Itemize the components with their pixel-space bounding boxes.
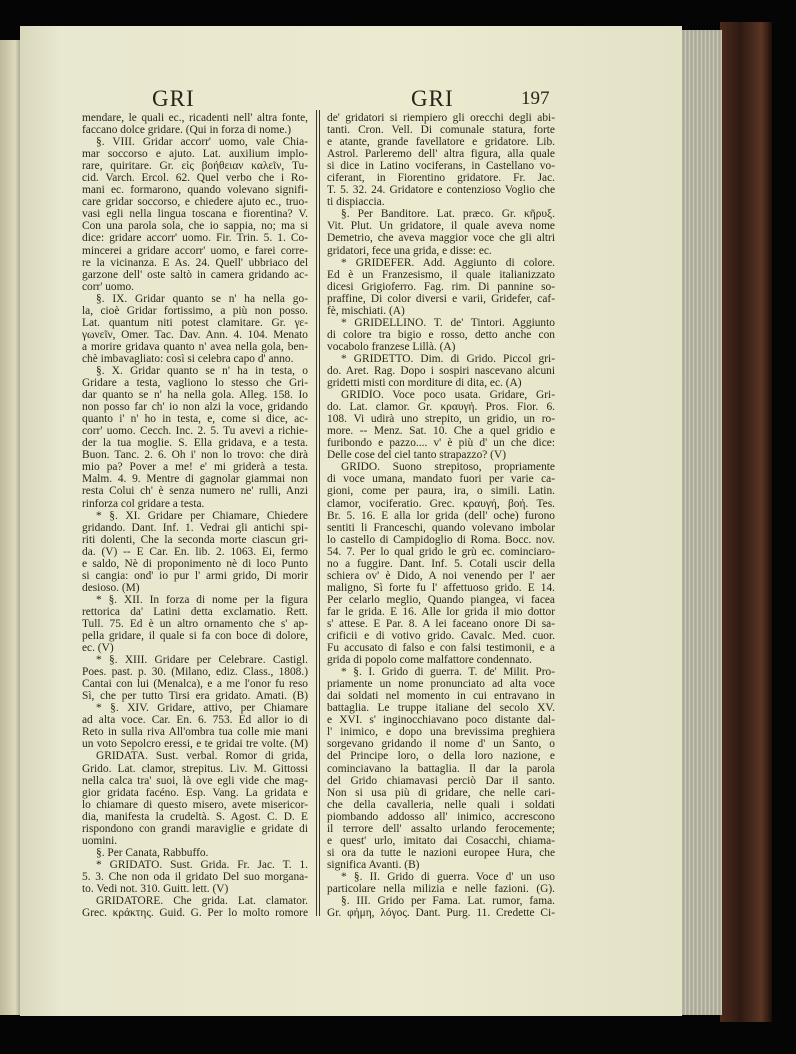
text-line: dia, manifesta la crudeltà. S. Agost. C. D. E <box>82 810 308 823</box>
text-line: §. Per Banditore. Lat. præco. Gr. κῆρυξ. <box>341 208 555 221</box>
text-line: * §. II. Grido di guerra. Voce d' un uso <box>341 870 555 883</box>
text-line: non posso far ch' io non alzi la voce, gridando <box>82 401 308 414</box>
text-line: do. Lat. clamor. Gr. κραυγή. Pros. Fior. 6. <box>327 401 555 414</box>
text-line: 54. 7. Per lo qual grido le grù ec. cominciaro- <box>327 545 555 558</box>
text-line: GRIDATA. Sust. verbal. Romor di grida, <box>96 750 308 763</box>
text-line: * GRIDELLINO. T. de' Tintori. Aggiunto <box>341 316 555 329</box>
text-line: Demetrio, che aveva maggior voce che gli altri <box>327 232 555 245</box>
text-line: more. -- Menz. Sat. 10. Che a quel gridio e <box>327 425 555 438</box>
text-line: clamor, vociferatio. Grec. κραυγή, βοή. Tes. <box>327 497 555 510</box>
page-edges-stack <box>680 30 722 1015</box>
text-line: corr' uomo. Cecch. Inc. 2. 5. Tu avevi a richie- <box>82 425 308 438</box>
text-line: * §. XIII. Gridare per Celebrare. Castigl. <box>96 654 308 667</box>
text-line: §. III. Grido per Fama. Lat. rumor, fama. <box>341 895 555 908</box>
text-line: gridando. Dant. Inf. 1. Vedrai gli antichi spi- <box>82 521 308 534</box>
text-line: * §. XII. In forza di nome per la figura <box>96 593 308 606</box>
text-line: ad alta voce. Car. En. 6. 753. Ed allor io di <box>82 714 308 727</box>
text-line: e quest' urlo, imitato dai Cosacchi, chiama- <box>327 834 555 847</box>
text-line: priamente un nome pronunciato ad alta voce <box>327 678 555 691</box>
text-line: schiera ov' è Dido, A noi venendo per l' aer <box>327 569 555 582</box>
text-line: cid. Varch. Ercol. 62. Quel verbo che i Ro- <box>82 172 308 185</box>
text-line: GRIDO. Suono strepitoso, propriamente <box>341 461 555 474</box>
text-line: dicesi Grigioferro. Fag. rim. Di pannine so- <box>327 280 555 293</box>
text-line: quanto i' n' ho in testa, e, come si dice, ac- <box>82 413 308 426</box>
column-divider <box>316 110 320 916</box>
text-line: di voce umana, mandato fuori per varie ca- <box>327 473 555 486</box>
text-line: Non si usa più di gridare, che nelle cari- <box>327 786 555 799</box>
text-line: Con una parola sola, che io sappia, no; ma si <box>82 220 308 233</box>
text-line: ciferant, in Fiorentino gridatore. Fr. Jac. <box>327 172 555 185</box>
text-line: no a fuggire. Dant. Inf. 5. Cotali uscir della <box>327 557 555 570</box>
text-line: uomini. <box>82 834 118 847</box>
text-line: Astrol. Parleremo dell' altra figura, alla quale <box>327 148 555 161</box>
text-line: particolare nella milizia e nelle fazioni. (G). <box>327 883 555 895</box>
text-line: rinforza col gridare a testa. <box>82 497 205 510</box>
text-line: Buon. Tanc. 2. 6. Oh i' non lo trovo: che dirà <box>82 449 308 462</box>
text-line: desioso. (M) <box>82 581 140 594</box>
text-line: §. IX. Gridar quanto se n' ha nella go- <box>96 292 308 305</box>
text-line: praffine, Di color diversi e varii, Gridefer, caf- <box>327 292 555 305</box>
text-line: re la vicinanza. E As. 24. Quell' ubbriaco del <box>82 256 308 269</box>
text-line: la, cioè Gridar fortissimo, a più non posso. <box>82 304 308 317</box>
text-line: Gr. φήμη, λόγος. Dant. Purg. 11. Credette Ci- <box>327 907 555 920</box>
text-line: mio pa? Pover a me! e' mi griderà a testa. <box>82 461 308 474</box>
text-line: §. X. Gridar quanto se n' ha in testa, o <box>96 364 308 377</box>
text-line: e saldo, Nè di proponimento nè di loco Punto <box>82 557 308 570</box>
text-line: to. Vedi not. 310. Guitt. lett. (V) <box>82 883 229 895</box>
text-line: garzone dell' oste saltò in camera gridando ac- <box>82 268 308 281</box>
text-line: mani ec. formarono, quando volevano signifi- <box>82 184 308 197</box>
text-line: sentiti li Franceschi, quando volevano imbolar <box>327 521 555 534</box>
text-line: piombando addosso all' inimico, accrescono <box>327 810 555 823</box>
text-line: Grido. Lat. clamor, strepitus. Liv. M. Gittossi <box>82 762 308 775</box>
text-line: rare, quiritare. Gr. εἰς βοήθειαν καλεῖν, Tu- <box>82 160 308 173</box>
text-line: Lat. quantum niti potest clamitare. Gr. γε- <box>82 316 308 329</box>
text-line: rettorica da' Latini detta exclamatio. Rett. <box>82 605 308 618</box>
text-line: * §. XI. Gridare per Chiamare, Chiedere <box>96 509 308 522</box>
left-running-head: GRI <box>152 86 195 111</box>
text-line: l' inimico, e dopo una brevissima preghiera <box>327 726 555 739</box>
text-line: GRIDATORE. Che grida. Lat. clamator. <box>96 895 308 908</box>
text-line: significa Avanti. (B) <box>327 858 420 871</box>
text-line: ti dispiaccia. <box>327 196 385 209</box>
text-line: gridetti misti con morditure di dita, ec. (A) <box>327 377 522 390</box>
text-line: da. (V) -- E Car. En. lib. 2. 1063. Ei, fermo <box>82 545 308 558</box>
text-line: lo chiamare di questo misero, avete misericor- <box>82 798 308 811</box>
text-line: * GRIDETTO. Dim. di Grido. Piccol gri- <box>341 352 555 365</box>
text-line: mendare, le quali ec., ricadenti nell' altra fonte, <box>82 112 308 124</box>
text-line: γωνεῖν, Omer. Tac. Dav. Ann. 4. 104. Menato <box>82 328 308 341</box>
text-line: GRIDÌO. Voce poco usata. Gridare, Gri- <box>341 389 555 402</box>
text-line: Poes. past. p. 30. (Milano, ediz. Class., 1808.) <box>82 666 308 679</box>
text-line: der la tua moglie. S. Ella gridava, e a testa. <box>82 437 308 450</box>
text-line: del Grido chiamavasi perciò Dar il santo. <box>327 774 555 787</box>
text-line: battaglia. Le truppe italiane del secolo XV. <box>327 702 555 715</box>
text-line: far le grida. E 16. Alle lor grida il mio dottor <box>327 605 555 618</box>
text-line: * GRIDEFER. Add. Aggiunto di colore. <box>341 256 555 269</box>
text-line: gridatori, fece una grida, e disse: ec. <box>327 244 492 257</box>
text-line: crificii e di votivo grido. Cavalc. Med. cuor. <box>327 630 555 643</box>
text-line: Ed è un Franzesismo, il quale italianizzato <box>327 268 555 281</box>
previous-page-edge <box>0 40 22 1015</box>
text-line: gior gridata facéno. Esp. Vang. La gridata e <box>82 786 308 799</box>
text-line: grida di popolo come malfattore condennato. <box>327 654 532 667</box>
text-line: Gridare a testa, vagliono lo stesso che Gri- <box>82 377 308 390</box>
text-line: dice: gridare accorr' uomo. Fir. Trin. 5. 1. Co- <box>82 232 308 245</box>
text-line: dai soldati nel momento in cui entravano in <box>327 690 555 703</box>
text-line: che della cavalleria, nelle quali i soldati <box>327 798 555 811</box>
text-line: faccano dolce gridare. (Qui in forza di nome.) <box>82 124 292 137</box>
text-line: gioni, come per paura, ira, o simili. Latin. <box>327 485 555 498</box>
text-line: fè, mischiati. (A) <box>327 304 405 317</box>
text-line: do. Aret. Rag. Dopo i sospiri nascevano alcuni <box>327 364 555 377</box>
text-line: dar quanto se n' ha nella gola. Alleg. 158. Io <box>82 389 308 402</box>
text-line: 108. Vi udirà uno strepito, un gridio, un ro- <box>327 413 555 426</box>
text-line: Vit. Plut. Un gridatore, il quale aveva nome <box>327 220 555 233</box>
text-line: mincerei a gridare accorr' uomo, e farei corre- <box>82 244 308 257</box>
text-line: si ora da tutte le nazioni europee Hura, che <box>327 846 555 859</box>
text-line: * §. I. Grido di guerra. T. de' Milit. Pro- <box>341 666 555 679</box>
text-line: Delle cose del ciel tanto strapazzo? (V) <box>327 449 506 462</box>
text-line: resta Colui ch' è senza numero ne' rulli, Anzi <box>82 485 308 498</box>
right-running-head: GRI <box>411 86 454 111</box>
text-line: maligno, Sì forte fu l' affettuoso grido. E 14. <box>327 581 555 594</box>
text-line: * §. XIV. Gridare, attivo, per Chiamare <box>96 702 308 715</box>
text-line: Reto in sulla riva All'ombra tua colle mie mani <box>82 726 308 739</box>
text-line: un voto Sepolcro eressi, e te gridai tre volte. (M) <box>82 738 308 751</box>
text-line: Sì, che per tutto Tirsi era gridato. Amati. (B) <box>82 690 308 703</box>
text-line: Malm. 4. 9. Mentre di gagnolar giammai non <box>82 473 308 486</box>
text-line: pella gridare, il quale si fa con boce di dolore, <box>82 630 308 643</box>
text-line: 5. 3. Che non oda il gridato Del suo morgana- <box>82 870 308 883</box>
text-line: e XVI. s' inginocchiavano poco distante dal- <box>327 714 555 727</box>
text-line: a morire gridava quanto n' avea nella gola, ben- <box>82 340 308 353</box>
text-line: sorgevano gridando il nome d' un Santo, o <box>327 738 555 751</box>
text-line: Fu accusato di falso e con falsi testimonii, e a <box>327 642 555 655</box>
text-line: §. VIII. Gridar accorr' uomo, vale Chia- <box>96 136 308 149</box>
text-line: nella calca tra' suoi, là ove egli vide che mag- <box>82 774 308 787</box>
text-line: Cantai con lui (Menalca), e a me l'onor fu reso <box>82 678 308 691</box>
right-column <box>327 112 555 919</box>
book-cover-edge <box>720 22 772 1022</box>
text-line: Br. 5. 16. E alla lor grida (dell' oche) furono <box>327 509 555 522</box>
text-line: di colore tra bigio e rosso, detto anche con <box>327 328 555 341</box>
text-line: vasi egli nella lingua toscana e fiorentina? V. <box>82 208 308 221</box>
text-line: Per celarlo meglio, Quando piangea, vi facea <box>327 593 555 606</box>
text-line: corr' uomo. <box>82 280 135 293</box>
text-line: lo castello di Campidoglio di Roma. Bocc. nov. <box>327 533 555 546</box>
text-line: e atante, grande favellatore e gridatore. Lib. <box>327 136 555 149</box>
text-line: del Principe loro, o della loro nazione, e <box>327 750 555 763</box>
text-line: chè imbavagliato: così si celebra capo d' anno. <box>82 352 294 365</box>
text-line: mar soccorso e ajuto. Lat. auxilium implo- <box>82 148 308 161</box>
text-line: rispondono con grandi maraviglie e gridate di <box>82 822 308 835</box>
text-line: si dice in Latino vociferans, in Castellano vo- <box>327 160 555 173</box>
text-line: riti dolenti, Che la seconda morte ciascun gri- <box>82 533 308 546</box>
text-line: cominciavano la battaglia. Il dar la parola <box>327 762 555 775</box>
text-line: Tull. 75. Ed è un altro ornamento che s' ap- <box>82 617 308 630</box>
text-line: il terrore dell' assalto urlando ferocemente; <box>327 822 555 835</box>
text-line: tanti. Cron. Vell. Di comunale statura, forte <box>327 124 555 137</box>
left-column <box>82 112 308 919</box>
text-line: * GRIDATO. Sust. Grida. Fr. Jac. T. 1. <box>96 858 308 871</box>
text-line: T. 5. 32. 24. Gridatore e contenzioso Voglio che <box>327 184 555 197</box>
text-line: Grec. κράκτης. Guid. G. Per lo molto romore <box>82 907 308 920</box>
text-line: furibondo e pazzo.... v' è più d' un che dice: <box>327 437 555 450</box>
text-line: care gridar soccorso, e chiedere ajuto ec., truo- <box>82 196 308 209</box>
text-line: vocabolo franzese Lillà. (A) <box>327 340 456 353</box>
text-line: s' attese. E Par. 8. A lei faceano onore Di sa- <box>327 617 555 630</box>
text-line: de' gridatori si riempiero gli orecchi degli abi- <box>327 112 555 124</box>
text-line: si cangia: ond' io pur l' armi grido, Di morir <box>82 569 308 582</box>
page-number: 197 <box>521 88 550 109</box>
text-line: ec. (V) <box>82 642 114 655</box>
text-line: §. Per Canata, Rabbuffo. <box>96 846 209 859</box>
